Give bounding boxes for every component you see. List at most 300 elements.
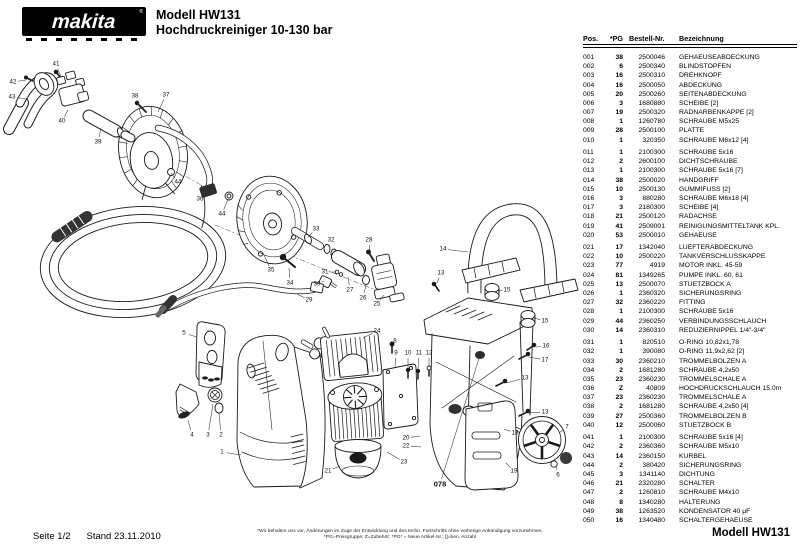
bezeichnung-cell: KONDENSATOR 40 µF <box>679 507 751 515</box>
footer-notes <box>200 529 600 542</box>
pos-cell: 024 <box>583 271 595 279</box>
bestellnr-cell: 1263520 <box>638 507 665 515</box>
pg-cell: 6 <box>619 63 623 71</box>
table-row <box>583 433 797 442</box>
footer-model: Modell HW131 <box>712 527 790 539</box>
callout-leader-line <box>387 452 400 459</box>
bezeichnung-cell: RADACHSE <box>679 213 717 221</box>
callout-label: 25 <box>373 300 381 308</box>
pg-cell: 13 <box>615 280 623 288</box>
bestellnr-cell: 1681280 <box>638 403 665 411</box>
document-title <box>156 8 332 38</box>
pg-cell: 1 <box>619 308 623 316</box>
callout-label: 15 <box>503 286 511 294</box>
table-row <box>583 516 797 525</box>
pos-cell: 001 <box>583 53 595 61</box>
callout-label: 17 <box>541 356 549 364</box>
pg-cell: 3 <box>619 204 623 212</box>
callout-label: 24 <box>373 327 381 335</box>
page-number: Seite 1/2 <box>33 531 71 542</box>
exploded-parts-diagram <box>0 55 580 520</box>
bezeichnung-cell: BLINDSTOPFEN <box>679 63 731 71</box>
table-row <box>583 212 797 221</box>
table-row <box>583 90 797 99</box>
callout-leader-line <box>395 358 396 368</box>
table-row <box>583 461 797 470</box>
bestellnr-cell: 2100300 <box>638 167 665 175</box>
table-row <box>583 136 797 145</box>
bestellnr-cell: 2360150 <box>638 452 665 460</box>
pos-cell: 036 <box>583 385 595 393</box>
callout-label: 37 <box>162 91 170 99</box>
pg-cell: 38 <box>615 176 623 184</box>
pos-cell: 027 <box>583 299 595 307</box>
pg-cell: 30 <box>615 357 623 365</box>
callout-label: 32 <box>327 236 335 244</box>
footer-page-info <box>33 531 177 542</box>
callout-label: 10 <box>404 349 412 357</box>
table-row <box>583 117 797 126</box>
callout-label: 13 <box>541 408 549 416</box>
pos-cell: 034 <box>583 366 595 374</box>
pg-cell: 14 <box>615 452 623 460</box>
table-row <box>583 203 797 212</box>
callout-label: 29 <box>305 296 313 304</box>
pg-cell: 1 <box>619 434 623 442</box>
table-row <box>583 402 797 411</box>
pos-cell: 048 <box>583 498 595 506</box>
table-row <box>583 231 797 240</box>
pg-cell: 21 <box>615 213 623 221</box>
callout-leader-line <box>64 110 68 117</box>
table-row <box>583 317 797 326</box>
bestellnr-cell: 1341140 <box>639 470 665 478</box>
callout-leader-line <box>333 466 340 469</box>
bestellnr-cell: 2500070 <box>638 280 665 288</box>
callout-label: 44 <box>174 178 182 186</box>
table-row <box>583 384 797 393</box>
bezeichnung-cell: DICHTUNG <box>679 470 715 478</box>
pos-cell: 016 <box>583 194 595 202</box>
bezeichnung-cell: RADNARBENKAPPE [2] <box>679 109 754 117</box>
callout-leader-line <box>219 413 221 430</box>
pg-cell: 2 <box>619 403 623 411</box>
callout-label: 43 <box>8 93 16 101</box>
bestellnr-cell: 2500220 <box>638 253 665 261</box>
bezeichnung-cell: LUEFTERABDECKUNG <box>679 244 754 252</box>
bestellnr-cell: 2320280 <box>638 480 665 488</box>
pg-cell: 1 <box>619 339 623 347</box>
pg-cell: 16 <box>615 72 623 80</box>
bestellnr-cell: 1260780 <box>638 118 665 126</box>
table-row <box>583 185 797 194</box>
callout-leader-line <box>297 294 305 298</box>
table-row <box>583 53 797 62</box>
callout-label: 44 <box>218 210 226 218</box>
pg-cell: 27 <box>615 412 623 420</box>
bestellnr-cell: 2500010 <box>638 231 665 239</box>
callout-leader-line <box>189 334 197 337</box>
table-row <box>583 157 797 166</box>
bestellnr-cell: 2500260 <box>638 90 665 98</box>
pg-cell: 2 <box>619 158 623 166</box>
bezeichnung-cell: SCHRAUBE 5x16 [7] <box>679 167 743 175</box>
bezeichnung-cell: SCHRAUBE 4,2x50 <box>679 366 740 374</box>
pg-cell: 16 <box>615 516 623 524</box>
bezeichnung-cell: SICHERUNGSRING <box>679 461 742 469</box>
pg-cell: 1 <box>619 167 623 175</box>
drum-shell-disc <box>231 172 313 269</box>
bestellnr-cell: 820510 <box>642 339 665 347</box>
pos-cell: 018 <box>583 213 595 221</box>
revision-date: Stand 23.11.2010 <box>86 531 161 542</box>
pos-cell: 011 <box>583 149 594 157</box>
bestellnr-cell: 2360250 <box>638 317 665 325</box>
pg-cell: 17 <box>615 244 623 252</box>
bezeichnung-cell: SCHRAUBE M6x18 [4] <box>679 194 749 202</box>
bestellnr-cell: 1340280 <box>638 498 665 506</box>
table-row <box>583 148 797 157</box>
table-row <box>583 357 797 366</box>
table-row <box>583 252 797 261</box>
pos-cell: 004 <box>583 81 595 89</box>
pg-cell: 2 <box>619 489 623 497</box>
header-double-rule <box>583 44 797 48</box>
pg-cell: 23 <box>615 375 623 383</box>
bezeichnung-cell: GEHAEUSE <box>679 231 717 239</box>
callout-label: 18 <box>511 429 519 437</box>
callout-label: 9 <box>394 349 398 357</box>
callout-label: 35 <box>267 266 275 274</box>
pg-cell: 38 <box>615 53 623 61</box>
bezeichnung-cell: HOCHDRUCKSCHLAUCH 15.0m <box>679 385 782 393</box>
bezeichnung-cell: GUMMIFUSS [2] <box>679 185 730 193</box>
bestellnr-cell: 2500340 <box>638 63 665 71</box>
bezeichnung-cell: GEHAEUSEABDECKUNG <box>679 53 760 61</box>
bezeichnung-cell: SCHALTER <box>679 480 715 488</box>
table-row <box>583 243 797 252</box>
bezeichnung-cell: SCHRAUBE 5x16 <box>679 149 734 157</box>
callout-label: 078 <box>433 479 447 489</box>
bestellnr-cell: 2360210 <box>638 357 665 365</box>
pos-cell: 044 <box>583 461 595 469</box>
bestellnr-cell: 2600100 <box>638 158 665 166</box>
table-row <box>583 479 797 488</box>
callout-label: 27 <box>346 286 354 294</box>
table-row <box>583 176 797 185</box>
bezeichnung-cell: DICHTSCHRAUBE <box>679 158 738 166</box>
pos-cell: 031 <box>583 339 595 347</box>
bezeichnung-cell: TROMMELBOLZEN B <box>679 412 747 420</box>
bezeichnung-cell: SCHEIBE [2] <box>679 99 719 107</box>
callout-label: 23 <box>400 458 408 466</box>
callout-leader-line <box>209 404 213 430</box>
pos-cell: 043 <box>583 452 595 460</box>
callout-label: 7 <box>565 423 569 431</box>
callout-label: 5 <box>182 329 186 337</box>
bezeichnung-cell: MOTOR INKL. 45-59 <box>679 262 743 270</box>
table-row <box>583 271 797 280</box>
motor-assembly <box>327 381 385 442</box>
table-row <box>583 307 797 316</box>
bezeichnung-cell: O-RING 11,9x2,62 [2] <box>679 348 745 356</box>
registered-mark: ® <box>139 9 143 15</box>
bestellnr-cell: 2500050 <box>638 81 665 89</box>
bestellnr-cell: 2100300 <box>638 308 665 316</box>
pg-cell: 1 <box>619 149 623 157</box>
pg-cell: 1 <box>619 136 623 144</box>
bestellnr-cell: 4919 <box>649 262 665 270</box>
table-row <box>583 62 797 71</box>
callout-label: 22 <box>402 442 410 450</box>
pg-cell: 2 <box>619 366 623 374</box>
table-row <box>583 488 797 497</box>
pos-cell: 037 <box>583 394 595 402</box>
callout-label: 8 <box>393 337 397 345</box>
table-row <box>583 108 797 117</box>
pos-cell: 020 <box>583 231 595 239</box>
pos-cell: 041 <box>583 434 595 442</box>
table-row <box>583 166 797 175</box>
bezeichnung-cell: STUETZBOCK B <box>679 421 732 429</box>
pos-cell: 039 <box>583 412 595 420</box>
pos-cell: 019 <box>583 222 595 230</box>
bezeichnung-cell: TROMMELBOLZEN A <box>679 357 747 365</box>
callout-label: 21 <box>324 467 332 475</box>
callout-leader-line <box>437 278 439 283</box>
pos-cell: 003 <box>583 72 595 80</box>
table-row <box>583 280 797 289</box>
pos-cell: 002 <box>583 63 595 71</box>
table-row <box>583 222 797 231</box>
table-row <box>583 507 797 516</box>
pos-cell: 046 <box>583 480 595 488</box>
callout-label: 28 <box>365 236 373 244</box>
bestellnr-cell: 2360230 <box>638 394 665 402</box>
parts-table <box>583 33 797 525</box>
pg-cell: 44 <box>615 317 623 325</box>
bezeichnung-cell: KURBEL <box>679 452 707 460</box>
bezeichnung-cell: O-RING 10,82x1,78 <box>679 339 740 347</box>
bestellnr-cell: 2360360 <box>638 443 665 451</box>
pos-cell: 012 <box>583 158 595 166</box>
table-row <box>583 366 797 375</box>
callout-label: 36 <box>196 195 204 203</box>
crank-handle <box>9 69 62 129</box>
callout-label: 2 <box>219 431 223 439</box>
pos-cell: 032 <box>583 348 595 356</box>
callout-label: 13 <box>521 374 529 382</box>
bezeichnung-cell: SCHRAUBE M6x12 [4] <box>679 136 749 144</box>
pg-cell: 2 <box>619 461 623 469</box>
bezeichnung-cell: ABDECKUNG <box>679 81 723 89</box>
callout-leader-line <box>411 436 420 437</box>
pos-cell: 005 <box>583 90 595 98</box>
callout-label: 42 <box>9 78 17 86</box>
pos-cell: 047 <box>583 489 595 497</box>
pg-cell: 10 <box>615 253 623 261</box>
callout-label: 1 <box>220 448 224 456</box>
table-row <box>583 194 797 203</box>
callout-label: 16 <box>542 342 550 350</box>
bestellnr-cell: 2509001 <box>638 222 665 230</box>
bezeichnung-cell: SCHRAUBE 4,2x50 [4] <box>679 403 749 411</box>
wheel <box>519 417 573 468</box>
crank-hub-block <box>56 71 89 107</box>
table-row <box>583 326 797 335</box>
callout-leader-line <box>418 358 419 369</box>
pg-cell: 81 <box>615 271 623 279</box>
fan-cover-bowl <box>335 440 381 479</box>
callout-label: 39 <box>94 138 102 146</box>
bestellnr-cell: 880280 <box>642 194 665 202</box>
bestellnr-cell: 2100300 <box>638 149 665 157</box>
bestellnr-cell: 2500310 <box>638 72 665 80</box>
bestellnr-cell: 2500320 <box>638 109 665 117</box>
table-row <box>583 470 797 479</box>
table-row <box>583 412 797 421</box>
pos-cell: 040 <box>583 421 595 429</box>
bestellnr-cell: 380420 <box>642 461 665 469</box>
pos-cell: 006 <box>583 99 595 107</box>
bestellnr-cell: 1349265 <box>638 271 665 279</box>
callout-leader-line <box>529 357 540 359</box>
makita-logo <box>22 7 146 36</box>
bestellnr-cell: 1340480 <box>638 516 665 524</box>
bezeichnung-cell: PLATTE <box>679 127 705 135</box>
callout-leader-line <box>411 446 421 447</box>
pos-cell: 022 <box>583 253 595 261</box>
pg-cell: 3 <box>619 470 623 478</box>
table-row <box>583 99 797 108</box>
bezeichnung-cell: VERBINDUNGSSCHLAUCH <box>679 317 767 325</box>
trigger-part <box>176 384 199 420</box>
callout-leader-line <box>364 285 366 293</box>
bezeichnung-cell: SCHRAUBE 5x16 <box>679 308 734 316</box>
table-row <box>583 421 797 430</box>
callout-label: 3 <box>206 431 210 439</box>
pos-cell: 035 <box>583 375 595 383</box>
pos-cell: 030 <box>583 326 595 334</box>
callout-label: 33 <box>312 225 320 233</box>
pg-cell: 12 <box>615 421 623 429</box>
pg-cell: 20 <box>615 90 623 98</box>
table-row <box>583 393 797 402</box>
table-row <box>583 375 797 384</box>
fitting-chain <box>295 231 374 288</box>
pg-cell: 77 <box>615 262 623 270</box>
callout-label: 12 <box>425 349 433 357</box>
callout-leader-line <box>536 346 541 347</box>
bestellnr-cell: 2500130 <box>638 185 665 193</box>
bezeichnung-cell: TANKVERSCHLUSSKAPPE <box>679 253 766 261</box>
callout-label: 6 <box>556 471 560 479</box>
bestellnr-cell: 2500046 <box>638 53 665 61</box>
pos-cell: 014 <box>583 176 595 184</box>
table-row <box>583 261 797 270</box>
bestellnr-cell: 2500360 <box>638 412 665 420</box>
table-row <box>583 289 797 298</box>
pg-cell: 16 <box>615 81 623 89</box>
parts-table-rows <box>583 53 797 525</box>
bezeichnung-cell: SICHERUNGSRING <box>679 290 742 298</box>
pos-cell: 050 <box>583 516 595 524</box>
bezeichnung-cell: REINIGUNGSMITTELTANK KPL. <box>679 222 780 230</box>
bestellnr-cell: 2100300 <box>638 434 665 442</box>
bestellnr-cell: 2500060 <box>638 421 665 429</box>
pg-cell: Z <box>618 385 623 393</box>
pg-cell: 14 <box>615 326 623 334</box>
detergent-tank <box>465 401 518 490</box>
callout-label: 14 <box>439 245 447 253</box>
callout-label: 34 <box>286 279 294 287</box>
col-pos: Pos. <box>583 34 599 43</box>
table-row <box>583 81 797 90</box>
bezeichnung-cell: STUETZBOCK A <box>679 280 731 288</box>
pos-cell: 013 <box>583 167 595 175</box>
callout-label: 4 <box>190 431 194 439</box>
pg-cell: 21 <box>615 480 623 488</box>
parts-table-header <box>583 33 797 43</box>
table-row <box>583 126 797 135</box>
logo-underline-dashes <box>26 38 144 41</box>
pos-cell: 010 <box>583 136 595 144</box>
table-row <box>583 338 797 347</box>
callout-leader-line <box>448 250 468 252</box>
pos-cell: 042 <box>583 443 595 451</box>
callout-label: 26 <box>359 294 367 302</box>
callout-label: 38 <box>131 92 139 100</box>
pg-cell: 32 <box>615 299 623 307</box>
bezeichnung-cell: HANDGRIFF <box>679 176 719 184</box>
pos-cell: 015 <box>583 185 595 193</box>
callout-label: 19 <box>510 467 518 475</box>
footer-note-line2: *PG=Preisgruppe; Z=Zubehör; *PG* = Neue Artikel-Nr.; []=ben. Anzahl <box>323 535 477 541</box>
side-panel <box>196 322 225 387</box>
connecting-hose <box>158 279 324 315</box>
model-title: Modell HW131 <box>156 8 241 22</box>
col-bezeichnung: Bezeichnung <box>679 34 724 43</box>
bezeichnung-cell: DREHKNOPF <box>679 72 722 80</box>
pos-cell: 008 <box>583 118 595 126</box>
bestellnr-cell: 2360220 <box>638 299 665 307</box>
pos-cell: 029 <box>583 317 595 325</box>
bestellnr-cell: 2180300 <box>638 204 665 212</box>
pg-cell: 28 <box>615 127 623 135</box>
pos-cell: 017 <box>583 204 595 212</box>
callout-label: 11 <box>415 349 423 357</box>
bestellnr-cell: 1260810 <box>638 489 665 497</box>
table-row <box>583 498 797 507</box>
callout-leader-line <box>506 379 520 383</box>
pos-cell: 033 <box>583 357 595 365</box>
knob-and-ring <box>208 388 223 413</box>
bestellnr-cell: 1680880 <box>638 99 665 107</box>
makita-logo-text: makita <box>51 10 117 33</box>
bezeichnung-cell: HALTERUNG <box>679 498 721 506</box>
pos-cell: 038 <box>583 403 595 411</box>
pg-cell: 1 <box>619 290 623 298</box>
hose-reel <box>112 101 195 203</box>
pg-cell: 8 <box>619 498 623 506</box>
footer-note-line1: *Wir behalten uns vor, Änderungen im Zuge der Entwicklung und des techn. Fortschritts ohne vorherige Ankündigung vorzunehmen. <box>257 529 543 534</box>
pos-cell: 026 <box>583 290 595 298</box>
bezeichnung-cell: SCHRAUBE 5x16 [4] <box>679 434 743 442</box>
pos-cell: 028 <box>583 308 595 316</box>
table-row <box>583 298 797 307</box>
pg-cell: 19 <box>615 109 623 117</box>
bezeichnung-cell: PUMPE INKL. 60, 61 <box>679 271 743 279</box>
